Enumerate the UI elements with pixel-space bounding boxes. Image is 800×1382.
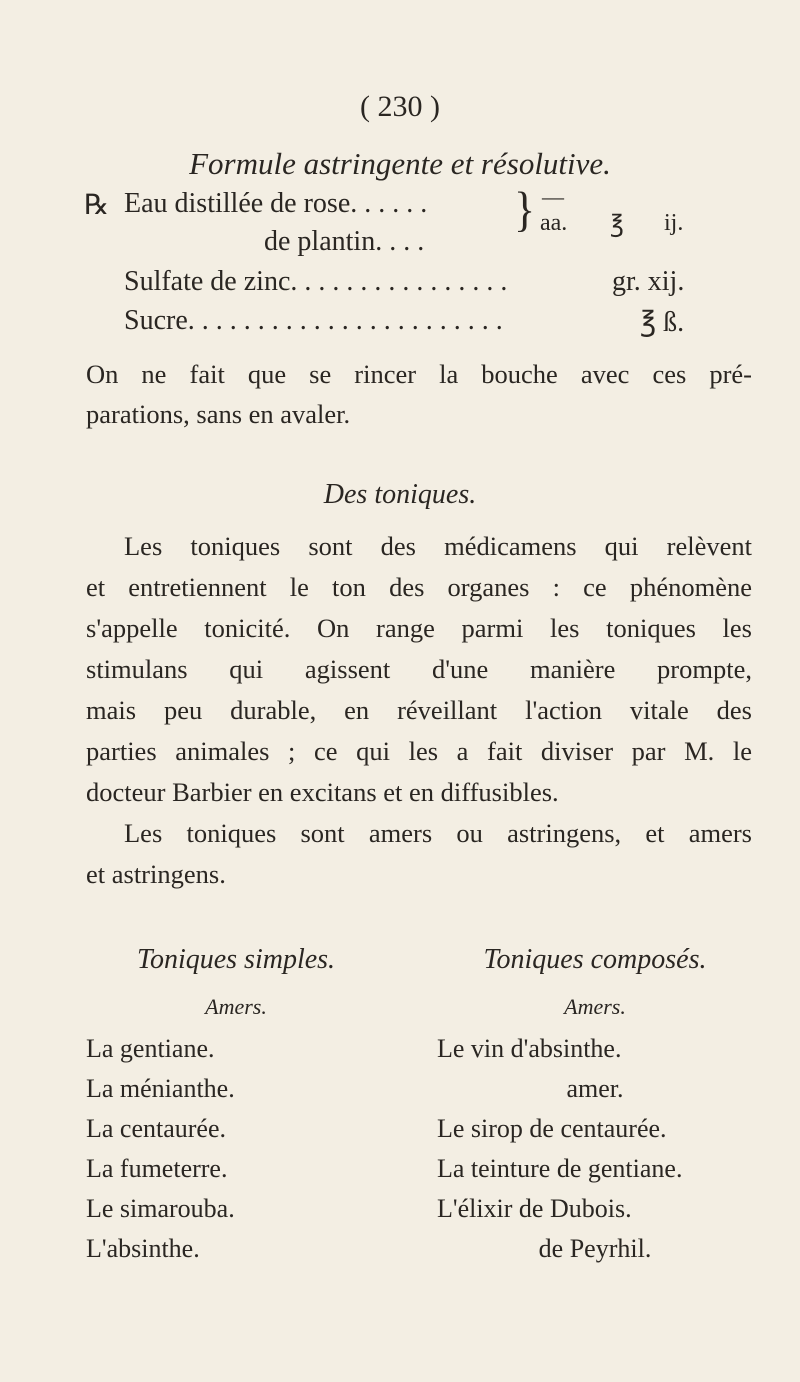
list-item: La gentiane. (86, 1034, 215, 1063)
formula-line-rose: Eau distillée de rose. . . . . . (124, 188, 428, 219)
list-item: La teinture de gentiane. (437, 1154, 683, 1183)
paragraph-rinse-line-1: On ne fait que se rincer la bouche avec ces pré- (86, 359, 752, 389)
formula-dose-unit: ℥ (610, 212, 624, 238)
paragraph-toniques-line-4: stimulans qui agissent d'une manière prompte, (86, 654, 752, 684)
left-column-heading: Toniques simples. (136, 944, 336, 975)
formula-line-zinc: Sulfate de zinc. . . . . . . . . . . . . . . . (124, 266, 508, 297)
page-number: ( 230 ) (360, 90, 440, 123)
formula-dose-amount: ij. (664, 210, 684, 236)
list-item: L'élixir de Dubois. (437, 1194, 632, 1223)
paragraph-toniques-line-3: s'appelle tonicité. On range parmi les toniques les (86, 613, 752, 643)
formula-line-plantin: de plantin. . . . (264, 226, 425, 257)
brace-symbol: } (514, 182, 536, 237)
left-column-subheading: Amers. (205, 994, 267, 1019)
formula-dash: — (542, 184, 564, 209)
list-item: Le sirop de centaurée. (437, 1114, 667, 1143)
paragraph-toniques-line-1: Les toniques sont des médicamens qui relèvent (124, 531, 752, 561)
paragraph-toniques-line-5: mais peu durable, en réveillant l'action vitale des (86, 695, 752, 725)
paragraph-rinse-line-2: parations, sans en avaler. (86, 399, 351, 429)
list-item: La centaurée. (86, 1114, 227, 1143)
list-item: amer. (566, 1074, 624, 1103)
formula-line-sucre: Sucre. . . . . . . . . . . . . . . . . . . . . . . (124, 305, 503, 336)
list-item: L'absinthe. (86, 1234, 200, 1263)
list-item: de Peyrhil. (538, 1234, 652, 1263)
section-heading: Des toniques. (323, 479, 477, 510)
formula-line-zinc-dose: gr. xij. (612, 266, 685, 297)
formula-brace-label: aa. (540, 210, 568, 236)
paragraph-amers-line-1: Les toniques sont amers ou astringens, et amers (124, 818, 752, 848)
paragraph-amers-line-2: et astringens. (86, 859, 226, 889)
formula-line-sucre-dose: ℥ ß. (640, 307, 685, 338)
list-item: Le simarouba. (86, 1194, 235, 1223)
right-column-subheading: Amers. (564, 994, 626, 1019)
list-item: La fumeterre. (86, 1154, 228, 1183)
recipe-symbol: ℞ (84, 190, 110, 221)
formula-title: Formule astringente et résolutive. (189, 146, 611, 181)
paragraph-toniques-line-2: et entretiennent le ton des organes : ce phénomène (86, 572, 752, 602)
list-item: Le vin d'absinthe. (437, 1034, 622, 1063)
right-column-heading: Toniques composés. (483, 944, 707, 975)
list-item: La ménianthe. (86, 1074, 235, 1103)
paragraph-toniques-line-7: docteur Barbier en excitans et en diffusibles. (86, 777, 559, 807)
paragraph-toniques-line-6: parties animales ; ce qui les a fait diviser par M. le (86, 736, 752, 766)
